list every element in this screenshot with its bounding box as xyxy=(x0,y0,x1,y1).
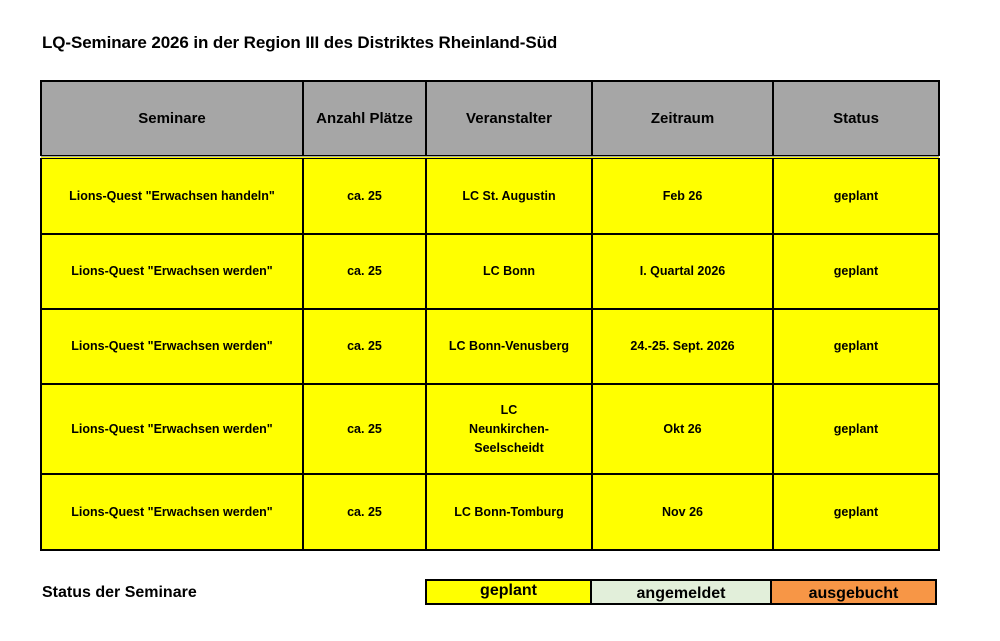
cell-seminar: Lions-Quest "Erwachsen werden" xyxy=(41,234,303,309)
cell-organizer: LC St. Augustin xyxy=(426,157,592,234)
legend-registered: angemeldet xyxy=(590,579,772,605)
cell-organizer: LC Neunkirchen-Seelscheidt xyxy=(426,384,592,474)
cell-places: ca. 25 xyxy=(303,309,426,384)
cell-period: Nov 26 xyxy=(592,474,773,550)
header-zeitraum: Zeitraum xyxy=(592,81,773,157)
table-row xyxy=(41,157,939,234)
header-seminare: Seminare xyxy=(41,81,303,157)
cell-seminar: Lions-Quest "Erwachsen handeln" xyxy=(41,157,303,234)
cell-seminar: Lions-Quest "Erwachsen werden" xyxy=(41,474,303,550)
cell-places: ca. 25 xyxy=(303,384,426,474)
header-status: Status xyxy=(773,81,939,157)
cell-places: ca. 25 xyxy=(303,234,426,309)
legend-label: Status der Seminare xyxy=(42,584,197,601)
table-row xyxy=(41,384,939,474)
cell-places: ca. 25 xyxy=(303,474,426,550)
table-row xyxy=(41,234,939,309)
cell-seminar: Lions-Quest "Erwachsen werden" xyxy=(41,384,303,474)
table-row xyxy=(41,309,939,384)
cell-period: 24.-25. Sept. 2026 xyxy=(592,309,773,384)
page-title: LQ-Seminare 2026 in der Region III des Distriktes Rheinland-Süd xyxy=(42,33,558,52)
cell-seminar: Lions-Quest "Erwachsen werden" xyxy=(41,309,303,384)
cell-period: Okt 26 xyxy=(592,384,773,474)
cell-status: geplant xyxy=(773,234,939,309)
header-veranstalter: Veranstalter xyxy=(426,81,592,157)
cell-status: geplant xyxy=(773,309,939,384)
table-row xyxy=(41,474,939,550)
cell-organizer: LC Bonn-Venusberg xyxy=(426,309,592,384)
cell-period: Feb 26 xyxy=(592,157,773,234)
cell-status: geplant xyxy=(773,474,939,550)
header-anzahl-plaetze: Anzahl Plätze xyxy=(303,81,426,157)
cell-organizer: LC Bonn-Tomburg xyxy=(426,474,592,550)
table-header-row xyxy=(41,81,939,157)
seminar-table xyxy=(40,80,940,551)
cell-period: I. Quartal 2026 xyxy=(592,234,773,309)
cell-status: geplant xyxy=(773,157,939,234)
legend-planned: geplant xyxy=(425,579,592,605)
legend-booked: ausgebucht xyxy=(770,579,937,605)
cell-places: ca. 25 xyxy=(303,157,426,234)
cell-organizer: LC Bonn xyxy=(426,234,592,309)
cell-status: geplant xyxy=(773,384,939,474)
